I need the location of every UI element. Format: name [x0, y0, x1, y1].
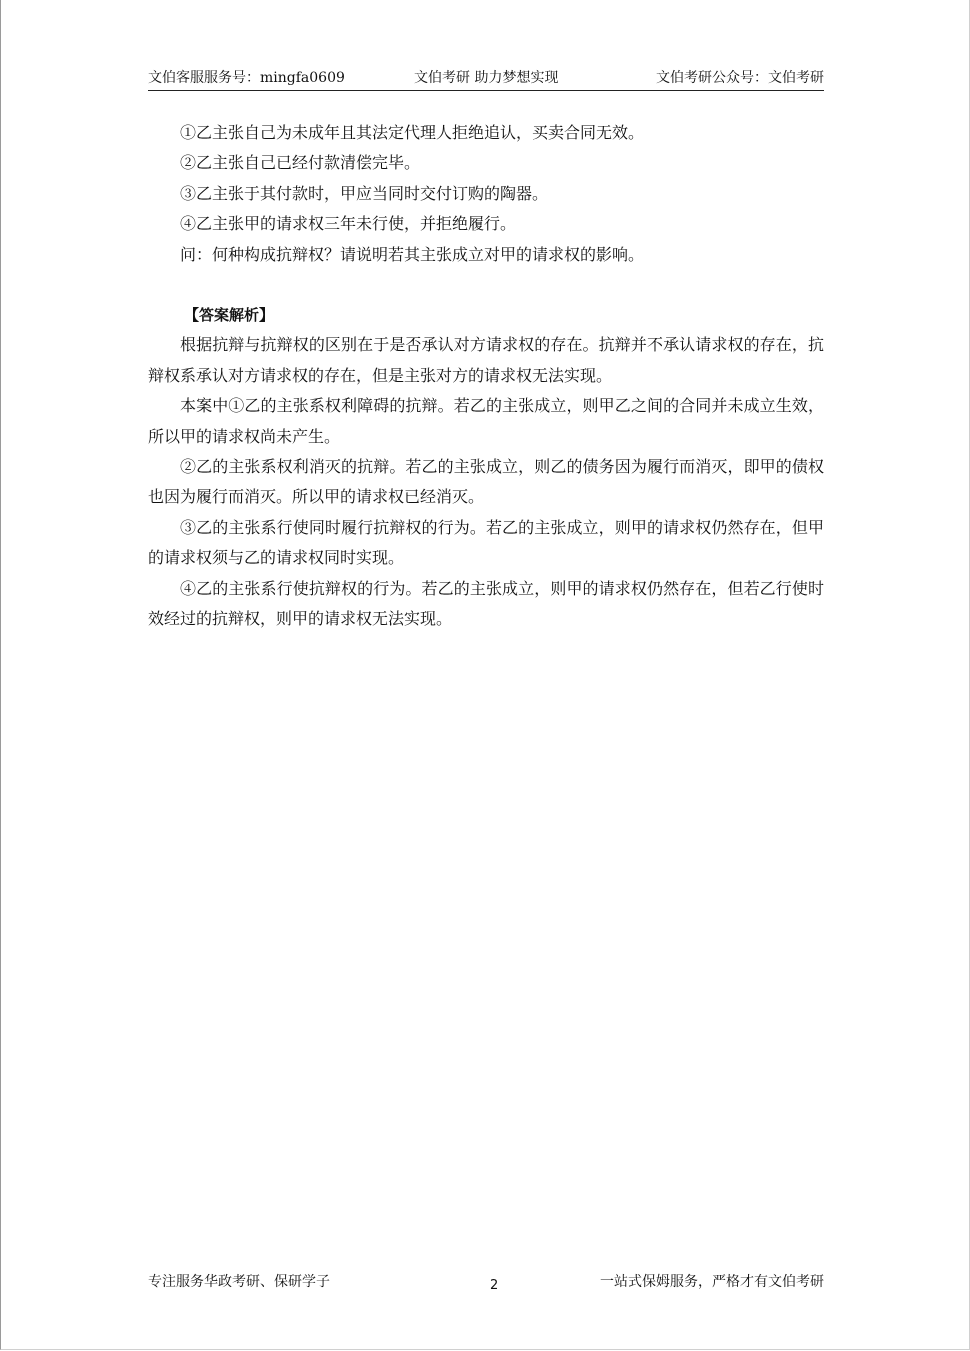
answer-paragraph-5: ④乙的主张系行使抗辩权的行为。若乙的主张成立，则甲的请求权仍然存在，但若乙行使时效经过的抗辩权，则甲的请求权无法实现。: [148, 578, 824, 629]
question-item-1: ①乙主张自己为未成年且其法定代理人拒绝追认，买卖合同无效。: [180, 123, 645, 142]
answer-paragraph-1: 根据抗辩与抗辩权的区别在于是否承认对方请求权的存在。抗辩并不承认请求权的存在，抗辩权系承认对方请求权的存在，但是主张对方的请求权无法实现。: [148, 335, 824, 385]
question-item-4: ④乙主张甲的请求权三年未行使，并拒绝履行。: [180, 214, 517, 234]
section-spacer: [148, 270, 824, 300]
question-item-3: ③乙主张于其付款时，甲应当同时交付订购的陶器。: [180, 183, 549, 203]
answer-paragraph-4: ③乙的主张系行使同时履行抗辩权的行为。若乙的主张成立，则甲的请求权仍然存在，但甲的请求权须与乙的请求权同时实现。: [148, 517, 824, 568]
document-body: [148, 118, 824, 635]
header-service-account: 文伯客服服务号：mingfa0609: [148, 70, 345, 86]
question-item-2: ②乙主张自己已经付款清偿完毕。: [180, 153, 421, 173]
answer-paragraph-3: ②乙的主张系权利消灭的抗辩。若乙的主张成立，则乙的债务因为履行而消灭，即甲的债权也因为履行而消灭。所以甲的请求权已经消灭。: [148, 457, 824, 507]
header-slogan: 文伯考研 助力梦想实现: [414, 70, 559, 86]
answer-section-title: 【答案解析】: [184, 306, 275, 325]
footer-tagline: 专注服务华政考研、保研学子: [148, 1274, 330, 1290]
question-prompt: 问：何种构成抗辩权？请说明若其主张成立对甲的请求权的影响。: [180, 244, 645, 264]
page-number: 2: [490, 1278, 499, 1293]
header-public-account: 文伯考研公众号：文伯考研: [656, 70, 824, 86]
answer-paragraph-2: 本案中①乙的主张系权利障碍的抗辩。若乙的主张成立，则甲乙之间的合同并未成立生效，所以甲的请求权尚未产生。: [148, 396, 824, 446]
page-header: [148, 68, 824, 91]
page-footer: [148, 1272, 824, 1294]
footer-service-slogan: 一站式保姆服务，严格才有文伯考研: [600, 1274, 824, 1290]
